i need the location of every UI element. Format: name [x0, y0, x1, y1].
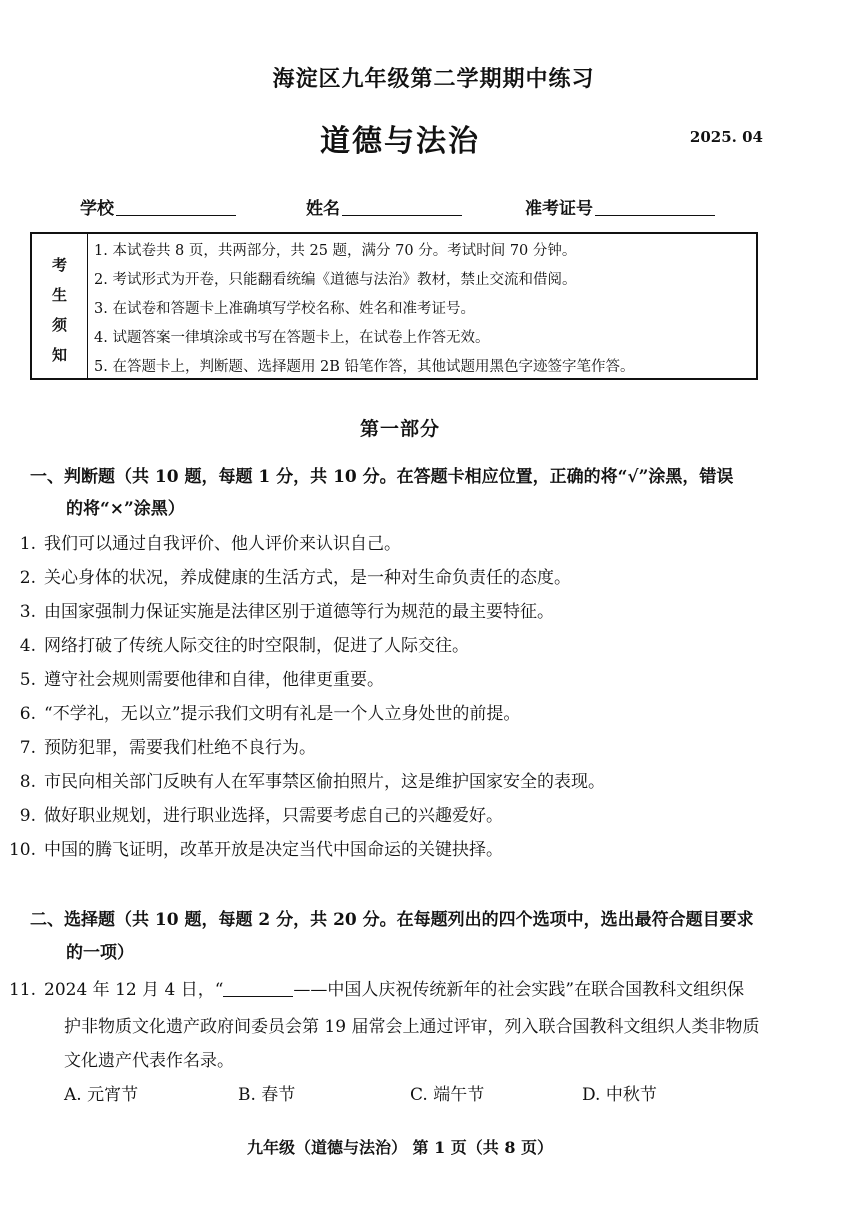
- option-b: B. 春节: [238, 1085, 296, 1105]
- item-number: 4.: [19, 636, 36, 656]
- notice-line: 3. 在试卷和答题卡上准确填写学校名称、姓名和准考证号。: [94, 301, 475, 317]
- item-text: 预防犯罪，需要我们杜绝不良行为。: [44, 738, 316, 758]
- name-blank[interactable]: [342, 199, 462, 216]
- item-text: 由国家强制力保证实施是法律区别于道德等行为规范的最主要特征。: [44, 602, 554, 622]
- item-text: 遵守社会规则需要他律和自律，他律更重要。: [44, 670, 384, 690]
- name-field[interactable]: [306, 194, 462, 219]
- school-field[interactable]: [80, 194, 236, 219]
- school-label: 学校: [80, 199, 114, 219]
- question-11-line2: 护非物质文化遗产政府间委员会第 19 届常会上通过评审，列入联合国教科文组织人类非物质: [64, 1017, 760, 1037]
- question-text: 2024 年 12 月 4 日，“: [44, 980, 224, 1000]
- exam-id-blank[interactable]: [595, 199, 715, 216]
- exam-date: 2025. 04: [689, 128, 763, 146]
- item-number: 9.: [19, 806, 36, 826]
- question-11-line3: 文化遗产代表作名录。: [64, 1051, 234, 1071]
- notice-line: 5. 在答题卡上，判断题、选择题用 2B 铅笔作答，其他试题用黑色字迹签字笔作答。: [94, 359, 635, 375]
- judgment-item: [0, 665, 384, 690]
- notice-side-char: 考: [51, 256, 67, 274]
- exam-id-label: 准考证号: [525, 199, 593, 219]
- exam-id-field[interactable]: [525, 194, 715, 219]
- item-number: 6.: [19, 704, 36, 724]
- question-11-line1: [0, 975, 744, 1000]
- question-number: 11.: [8, 980, 36, 1000]
- option-a: A. 元宵节: [64, 1085, 139, 1105]
- notice-side-char: 生: [51, 286, 67, 304]
- item-number: 5.: [19, 670, 36, 690]
- notice-line: 2. 考试形式为开卷，只能翻看统编《道德与法治》教材，禁止交流和借阅。: [94, 272, 577, 288]
- item-text: 我们可以通过自我评价、他人评价来认识自己。: [44, 534, 401, 554]
- judgment-item: [0, 835, 503, 860]
- name-label: 姓名: [306, 199, 340, 219]
- judgment-item: [0, 563, 571, 588]
- judgment-item: [0, 597, 554, 622]
- exam-title: 海淀区九年级第二学期期中练习: [272, 66, 595, 92]
- candidate-notice-box: [30, 232, 758, 380]
- notice-line: 1. 本试卷共 8 页，共两部分，共 25 题，满分 70 分。考试时间 70 分钟。: [94, 243, 577, 259]
- item-text: 做好职业规划，进行职业选择，只需要考虑自己的兴趣爱好。: [44, 806, 503, 826]
- item-number: 8.: [19, 772, 36, 792]
- notice-line: 4. 试题答案一律填涂或书写在答题卡上，在试卷上作答无效。: [94, 330, 490, 346]
- item-number: 1.: [19, 534, 36, 554]
- judgment-item: [0, 733, 316, 758]
- school-blank[interactable]: [116, 199, 236, 216]
- item-text: “不学礼，无以立”提示我们文明有礼是一个人立身处世的前提。: [44, 704, 521, 724]
- item-number: 2.: [19, 568, 36, 588]
- answer-blank: [223, 980, 293, 997]
- judgment-item: [0, 801, 503, 826]
- judgment-item: [0, 767, 605, 792]
- item-number: 10.: [8, 840, 36, 860]
- section-two-heading: 二、选择题（共 10 题，每题 2 分，共 20 分。在每题列出的四个选项中，选出最符合题目要求: [30, 910, 754, 930]
- judgment-item: [0, 699, 520, 724]
- notice-side-label: [32, 234, 88, 378]
- item-number: 7.: [19, 738, 36, 758]
- judgment-item: [0, 631, 469, 656]
- item-text: 中国的腾飞证明，改革开放是决定当代中国命运的关键抉择。: [44, 840, 503, 860]
- item-text: 关心身体的状况，养成健康的生活方式，是一种对生命负责任的态度。: [44, 568, 571, 588]
- subject-title: 道德与法治: [320, 124, 480, 159]
- item-number: 3.: [19, 602, 36, 622]
- judgment-item: [0, 529, 401, 554]
- question-text: ——中国人庆祝传统新年的社会实践”在联合国教科文组织保: [293, 980, 745, 1000]
- section-one-heading: 一、判断题（共 10 题，每题 1 分，共 10 分。在答题卡相应位置，正确的将“√”涂黑，错误: [30, 467, 734, 487]
- option-d: D. 中秋节: [582, 1085, 657, 1105]
- item-text: 网络打破了传统人际交往的时空限制，促进了人际交往。: [44, 636, 469, 656]
- page-footer: 九年级（道德与法治） 第 1 页（共 8 页）: [246, 1138, 554, 1157]
- part-one-heading: 第一部分: [359, 418, 440, 440]
- item-text: 市民向相关部门反映有人在军事禁区偷拍照片，这是维护国家安全的表现。: [44, 772, 605, 792]
- section-two-heading-cont: 的一项）: [66, 943, 134, 963]
- section-one-heading-cont: 的将“×”涂黑）: [66, 499, 185, 519]
- option-c: C. 端午节: [410, 1085, 485, 1105]
- notice-side-char: 须: [51, 316, 67, 334]
- notice-side-char: 知: [51, 346, 67, 364]
